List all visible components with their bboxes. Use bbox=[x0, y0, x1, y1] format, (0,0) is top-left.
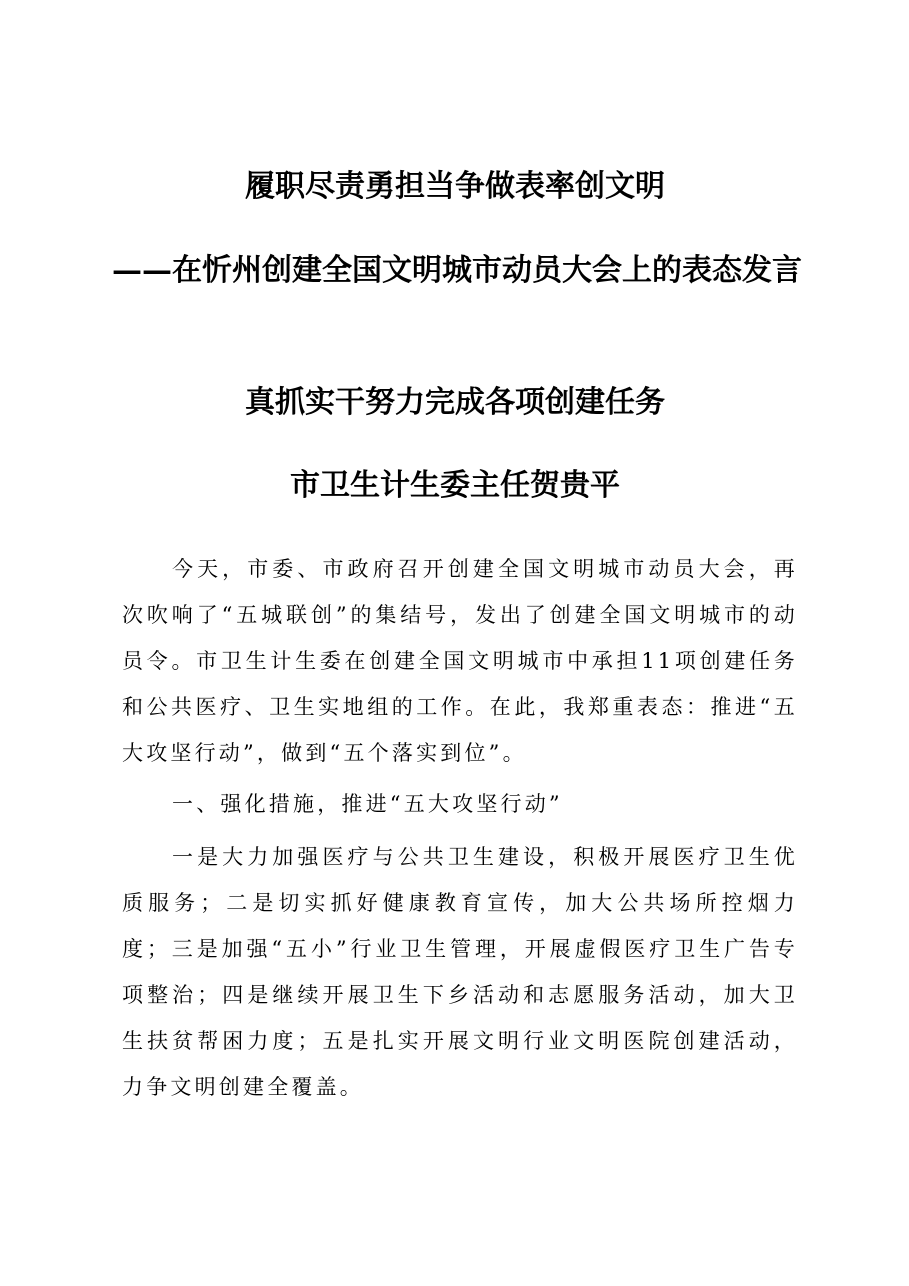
paragraph-intro: 今天，市委、市政府召开创建全国文明城市动员大会，再次吹响了“五城联创”的集结号，发出了创建全国文明城市的动员令。市卫生计生委在创建全国文明城市中承担11项创建任务和公共医疗、卫生实地组的工作。在此，我郑重表态：推进“五大攻坚行动”，做到“五个落实到位”。 bbox=[122, 557, 798, 765]
paragraph-measures: 一是大力加强医疗与公共卫生建设，积极开展医疗卫生优质服务；二是切实抓好健康教育宣传，加大公共场所控烟力度；三是加强“五小”行业卫生管理，开展虚假医疗卫生广告专项整治；四是继续开展卫生下乡活动和志愿服务活动，加大卫生扶贫帮困力度；五是扎实开展文明行业文明医院创建活动，力争文明创建全覆盖。 bbox=[122, 845, 798, 1099]
speaker-line: 市卫生计生委主任贺贵平 bbox=[290, 468, 620, 503]
paragraph-heading-one: 一、强化措施，推进“五大攻坚行动” bbox=[172, 792, 563, 816]
section-title: 真抓实干努力完成各项创建任务 bbox=[245, 385, 665, 420]
document-title: 履职尽责勇担当争做表率创文明 bbox=[245, 169, 665, 204]
document-subtitle: ——在忻州创建全国文明城市动员大会上的表态发言 bbox=[112, 253, 802, 288]
